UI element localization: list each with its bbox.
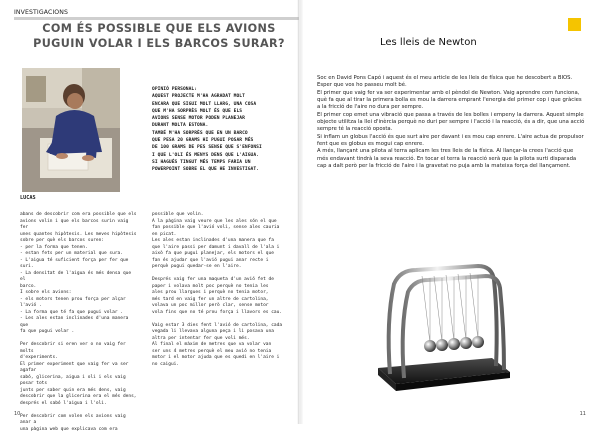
column-line: això fa que pugui planejar, els motors el que — [152, 251, 292, 258]
body-paragraph: Si inflam un globus l'acció és que surt aire per davant i es mou cap enrere. L'aire actua de propulsor fent que es globus es mogui cap enrere. — [317, 134, 585, 149]
column-line: després el sabó l'aigua i l'oli. — [20, 401, 138, 408]
section-label: INVESTIGACIONS — [14, 9, 68, 16]
column-line: I sobre els avions: — [20, 290, 138, 297]
opinion-line: QUE PESA 20 GRAMS HI PUGUI POSAR MÉS — [152, 137, 292, 144]
body-paragraph: A més, llançant una pilota al terra aplicam les tres lleis de la física. Al llançar-la crees l'acció que més endavant tindrà la seva reacció. En tocar el terra la reacció serà que la pilota surti disparada cap a dalt però per la fricció de l'aire i la gravetat no puja amb la mateixa força del llançament. — [317, 148, 585, 170]
column-line: - La forma que té fa que pugui volar . — [20, 310, 138, 317]
column-line: en picat. — [152, 232, 292, 239]
column-line: vegada li llevava alguna peça i li posava una — [152, 329, 292, 336]
column-line: - Les ales estan inclinades d'una manera que — [20, 316, 138, 329]
column-line: - els motors tenen prou força per alçar l'avió . — [20, 297, 138, 310]
column-line: unes quantes hipòtesis. Les meves hipòtesis — [20, 232, 138, 239]
column-line: que l'aire passi per damunt i davall de l'ala i — [152, 245, 292, 252]
page-number-right: 11 — [580, 411, 586, 417]
column-line: no caigui. — [152, 362, 292, 369]
photo-caption: LUCAS — [20, 195, 36, 201]
opinion-line: I QUE L'OLI ÉS MENYS DENS QUE L'AIGUA. — [152, 152, 292, 159]
column-line: altra per intentar fer que voli més. — [152, 336, 292, 343]
opinion-line: OPINIÓ PERSONAL: — [152, 86, 292, 93]
opinion-line: AQUEST PROJECTE M'HA AGRADAT MOLT — [152, 93, 292, 100]
personal-opinion — [152, 86, 292, 174]
opinion-line: SI HAGUÉS TINGUT MÉS TEMPS FARIA UN — [152, 159, 292, 166]
column-line: El primer experiment que vaig fer va ser agafar — [20, 362, 138, 375]
article-title: Les lleis de Newton — [380, 37, 477, 48]
column-line: volava un poc millor però clar, sense motor — [152, 303, 292, 310]
column-line: - L'aigua té suficient força per fer que suri. — [20, 258, 138, 271]
column-line: sabó, glicerina, aigua i oli i els vaig posar tots — [20, 375, 138, 388]
opinion-line: AVIONS SENSE MOTOR PODEN PLANEJAR — [152, 115, 292, 122]
article-body — [317, 75, 585, 170]
opinion-line: DE 100 GRAMS DE PES SENSE QUE S'ENFONSI — [152, 144, 292, 151]
accent-square — [568, 18, 581, 31]
column-line: possible que volin. — [152, 212, 292, 219]
page-number-left: 10 — [14, 411, 20, 417]
column-line: junts per saber quin era més dens, vaig — [20, 388, 138, 395]
column-line: - per la forma que tenen. — [20, 245, 138, 252]
right-page — [300, 0, 600, 424]
column-line: d'experiments. — [20, 355, 138, 362]
headline-line: PUGUIN VOLAR I ELS BARCOS SURAR? — [20, 37, 298, 52]
column-line: una pàgina web que explicava com era — [20, 427, 138, 433]
newtons-cradle-image — [360, 240, 520, 405]
student-photo — [22, 68, 120, 192]
left-page — [0, 0, 299, 424]
column-line: abans de descobrir com era possible que els — [20, 212, 138, 219]
opinion-line: QUE M'HA SORPRÈS MOLT ÉS QUE ELS — [152, 108, 292, 115]
column-line: descobrir que la glicerina era el més dens, — [20, 394, 138, 401]
column-line: perquè pugui quedar-se en l'aire. — [152, 264, 292, 271]
body-paragraph: Soc en David Pons Capó i aquest és el meu article de les lleis de física que he descobert a BIOS. Esper que vos ho passeu molt bé. — [317, 75, 585, 90]
column-line: A la pàgina vaig veure que les ales són el que — [152, 219, 292, 226]
column-line: Al final el màxim de metres que va volar van — [152, 342, 292, 349]
column-line: avions volin i que els barcos surin vaig fer — [20, 219, 138, 232]
column-line: sobre per què els barcos suren: — [20, 238, 138, 245]
column-line: ales prou llargues i perquè no tenia motor, — [152, 290, 292, 297]
column-line: - estan fets per un material que sura. — [20, 251, 138, 258]
column-line: fan possible que l'avió voli, sense ales cauria — [152, 225, 292, 232]
column-line: - La densitat de l'aigua és més densa que el — [20, 271, 138, 284]
column-line: Les ales estan inclinades d'una manera que fa — [152, 238, 292, 245]
column-line: més tard en vaig fer un altre de cartolina, — [152, 297, 292, 304]
opinion-line: POWERPOINT SOBRE EL QUE HE INVESTIGAT. — [152, 166, 292, 173]
column-line: motor i el motor ajuda que es quedi en l'aire i — [152, 355, 292, 362]
body-paragraph: El primer que vaig fer va ser experimentar amb el pèndol de Newton. Vaig aprendre com funciona, què fa que al tirar la primera bolla es mou la darrera emprant l'energia del primer cop i que gràcies a la fricció de l'aire no dura per sempre. — [317, 90, 585, 112]
column-line: ser uns 4 metres perquè el meu avió no tenia — [152, 349, 292, 356]
column-line: fa que pugui volar . — [20, 329, 138, 336]
column-line: paper i volava molt poc perquè no tenia les — [152, 284, 292, 291]
column-line: Després vaig fer una maqueta d'un avió fet de — [152, 277, 292, 284]
column-line: vola fins que no té prou força i llavors es cau. — [152, 310, 292, 317]
column-line: Per descobrir si eren ver o no vaig fer molts — [20, 342, 138, 355]
section-divider — [14, 17, 299, 20]
article-column-right — [152, 212, 292, 368]
opinion-line: DURANT MOLTA ESTONA. — [152, 122, 292, 129]
opinion-line: TAMBÉ M'HA SORPRÈS QUE EN UN BARCO — [152, 130, 292, 137]
headline-line: COM ÉS POSSIBLE QUE ELS AVIONS — [20, 22, 298, 37]
article-column-left — [20, 212, 138, 433]
body-paragraph: El primer cop emet una vibració que passa a través de les bolles i empeny la darrera. Aquest simple objecte utilitza la llei d'inèrcia perquè no duri per sempre i l'acció i la reacció, és a dir, que una acció sempre té la reacció oposta. — [317, 112, 585, 134]
article-headline — [20, 22, 298, 51]
column-line: fan és ajudar que l'avió pugui anar recte i — [152, 258, 292, 265]
column-line: Vaig estar 3 dies fent l'avió de cartolina, cada — [152, 323, 292, 330]
column-line: Per descobrir com volen els avions vaig anar a — [20, 414, 138, 427]
opinion-line: ENCARA QUE SIGUI MOLT LLARG, UNA COSA — [152, 101, 292, 108]
column-line: barco. — [20, 284, 138, 291]
